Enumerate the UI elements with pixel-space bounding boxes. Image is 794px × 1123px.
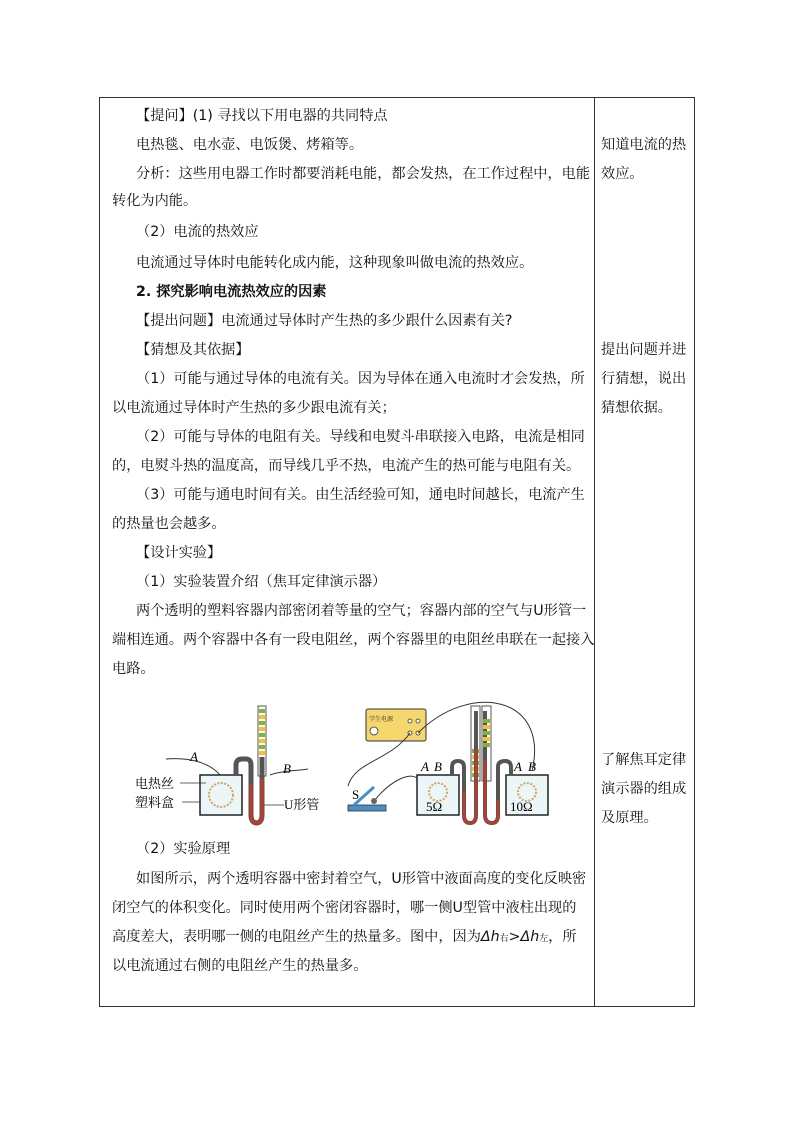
lesson-table [99, 97, 695, 1007]
design-heading: 【设计实验】 [136, 545, 222, 561]
objective-3-line-1: 了解焦耳定律 [601, 752, 687, 768]
power-dial [370, 727, 378, 735]
label-a-right: A [514, 759, 522, 774]
hypothesis-1-line-1: （1）可能与通过导体的电流有关。因为导体在通入电流时才会发热，所 [136, 371, 585, 387]
objective-1-line-1: 知道电流的热 [601, 137, 687, 153]
heat-effect-definition: 电流通过导体时电能转化成内能，这种现象叫做电流的热效应。 [136, 255, 534, 271]
objective-2-line-1: 提出问题并进 [601, 342, 687, 358]
power-supply-label: 学生电源 [369, 716, 394, 723]
formula-dh-left: Δh [520, 929, 540, 945]
heat-effect-heading: （2）电流的热效应 [136, 224, 259, 240]
principle-line-3: 高度差大，表明哪一侧的电阻丝产生的热量多。图中，因为Δh右>Δh左，所 [112, 929, 577, 945]
ruler-ticks [259, 709, 265, 755]
principle-line-2: 闭空气的体积变化。同时使用两个密闭容器时，哪一侧U型管中液柱出现的 [112, 900, 577, 916]
label-b-left: B [434, 759, 442, 774]
wire-switch-to-left-box [374, 776, 418, 801]
objective-3-line-2: 演示器的组成 [601, 781, 687, 797]
hypothesis-1-line-2: 以电流通过导体时产生热的多少跟电流有关； [112, 400, 396, 416]
hypothesis-3-line-2: 的热量也会越多。 [112, 516, 226, 532]
section-heading: 2. 探究影响电流热效应的因素 [136, 284, 327, 300]
apparatus-heading: （1）实验装置介绍（焦耳定律演示器） [136, 574, 387, 590]
objective-1-line-2: 效应。 [601, 166, 644, 182]
apparatus-line-1: 两个透明的塑料容器内部密闭着等量的空气；容器内部的空气与U形管一 [136, 603, 587, 619]
principle-line-1: 如图所示，两个透明容器中密封着空气，U形管中液面高度的变化反映密 [136, 871, 587, 887]
label-heating-wire: 电热丝 [135, 776, 175, 791]
plastic-box [200, 775, 242, 815]
hypothesis-3-line-1: （3）可能与通电时间有关。由生活经验可知，通电时间越长，电流产生 [136, 487, 585, 503]
power-supply [366, 709, 426, 741]
analysis-line-1: 分析：这些用电器工作时都要消耗电能，都会发热，在工作过程中，电能 [136, 166, 591, 182]
analysis-line-2: 转化为内能。 [112, 193, 198, 209]
label-10-ohm: 10Ω [510, 799, 533, 814]
objective-2-line-3: 猜想依据。 [601, 400, 672, 416]
label-plastic-box: 塑料盒 [135, 795, 175, 810]
single-apparatus-diagram [135, 706, 319, 823]
label-a-left: A [421, 759, 429, 774]
objective-2-line-2: 行猜想，说出 [601, 371, 687, 387]
label-b: B [283, 761, 291, 776]
joule-apparatus-figure [130, 701, 570, 826]
hypothesis-2-line-2: 的，电熨斗热的温度高，而导线几乎不热，电流产生的热可能与电阻有关。 [112, 458, 581, 474]
formula-dh-right: Δh [480, 929, 500, 945]
label-switch: S [352, 787, 360, 802]
question-heading: 【提问】(1) 寻找以下用电器的共同特点 [136, 108, 388, 124]
principle-heading: （2）实验原理 [136, 841, 231, 857]
apparatus-line-2: 端相连通。两个容器中各有一段电阻丝，两个容器里的电阻丝串联在一起接入 [112, 632, 595, 648]
hypothesis-heading: 【猜想及其依据】 [136, 342, 250, 358]
principle-line-4: 以电流通过右侧的电阻丝产生的热量多。 [112, 958, 368, 974]
column-divider [594, 98, 595, 1006]
objective-3-line-3: 及原理。 [601, 810, 658, 826]
appliance-list: 电热毯、电水壶、电饭煲、烤箱等。 [136, 137, 364, 153]
label-b-right: B [528, 759, 536, 774]
hypothesis-2-line-1: （2）可能与导体的电阻有关。导线和电熨斗串联接入电路，电流是相同 [136, 429, 585, 445]
problem-statement: 【提出问题】电流通过导体时产生热的多少跟什么因素有关? [136, 313, 513, 329]
label-5-ohm: 5Ω [426, 799, 443, 814]
label-a: A [190, 749, 198, 764]
circuit-diagram [348, 702, 548, 823]
apparatus-line-3: 电路。 [112, 661, 155, 677]
label-u-tube: U形管 [284, 797, 320, 812]
